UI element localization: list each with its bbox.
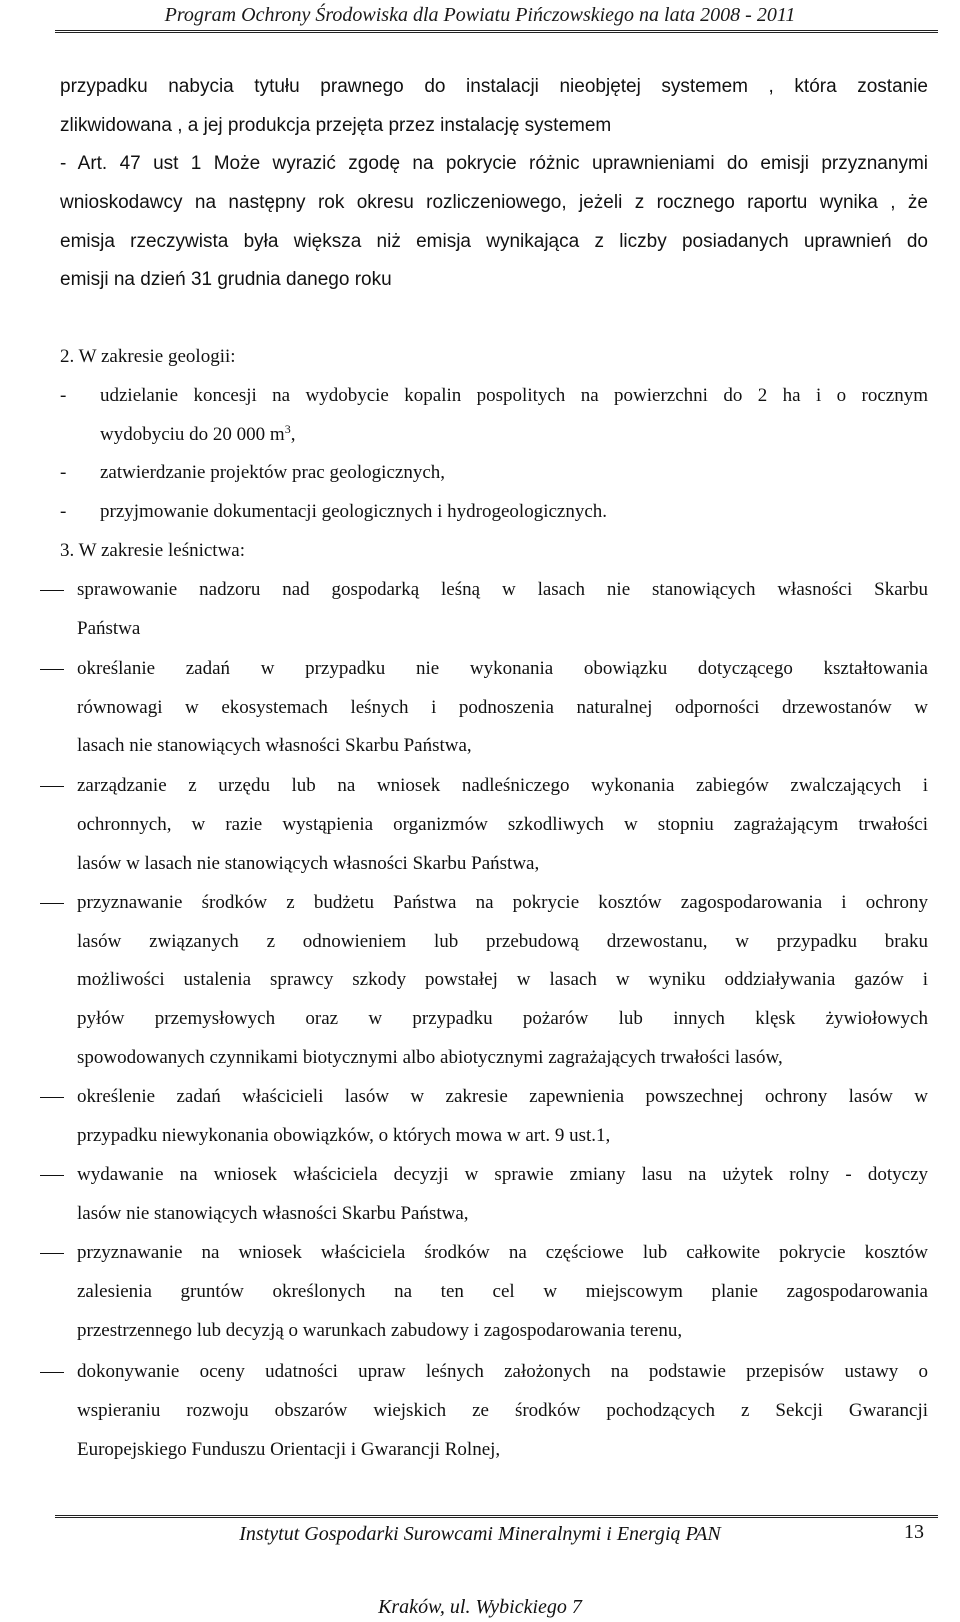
em-dash-bullet — [40, 1097, 64, 1098]
header-title: Program Ochrony Środowiska dla Powiatu Pińczowskiego na lata 2008 - 2011 — [164, 4, 796, 26]
intro-line: wnioskodawcy na następny rok okresu rozliczeniowego, jeżeli z rocznego raportu wynika , że — [60, 192, 928, 213]
list-item-text: lasach nie stanowiących własności Skarbu Państwa, — [77, 735, 472, 756]
list-item-text: przyjmowanie dokumentacji geologicznych i hydrogeologicznych. — [100, 501, 608, 522]
list-item-text: zarządzanie z urzędu lub na wniosek nadleśniczego wykonania zabiegów zwalczających i — [77, 775, 928, 796]
list-item-text: ochronnych, w razie wystąpienia organizmów szkodliwych w stopniu zagrażającym trwałości — [77, 814, 928, 835]
list-item-text: wydawanie na wniosek właściciela decyzji w sprawie zmiany lasu na użytek rolny - dotyczy — [77, 1164, 928, 1185]
list-item-text: możliwości ustalenia sprawcy szkody powstałej w lasach w wyniku oddziaływania gazów i — [77, 969, 928, 990]
list-item-text: przyznawanie środków z budżetu Państwa na pokrycie kosztów zagospodarowania i ochrony — [77, 892, 928, 913]
dash-bullet: - — [60, 501, 67, 522]
list-item-text: lasów związanych z odnowieniem lub przebudową drzewostanu, w przypadku braku — [77, 931, 928, 952]
list-item-text: określanie zadań w przypadku nie wykonania obowiązku dotyczącego kształtowania — [77, 658, 928, 679]
list-item-text: sprawowanie nadzoru nad gospodarką leśną w lasach nie stanowiących własności Skarbu — [77, 579, 928, 600]
list-item-text: wydobyciu do 20 000 $m^3$, — [100, 422, 296, 445]
list-item-text: Państwa — [77, 618, 141, 639]
intro-line: emisja rzeczywista była większa niż emisja wynikająca z liczby posiadanych uprawnień do — [60, 231, 928, 252]
list-item-text: udzielanie koncesji na wydobycie kopalin pospolitych na powierzchni do 2 ha i o rocznym — [100, 385, 928, 406]
section-heading: 2. W zakresie geologii: — [60, 346, 236, 367]
list-item-text: dokonywanie oceny udatności upraw leśnych założonych na podstawie przepisów ustawy o — [77, 1361, 928, 1382]
dash-bullet: - — [60, 385, 67, 406]
list-item-text: przyznawanie na wniosek właściciela środków na częściowe lub całkowite pokrycie kosztów — [77, 1242, 928, 1263]
em-dash-bullet — [40, 669, 64, 670]
list-item-text: Europejskiego Funduszu Orientacji i Gwarancji Rolnej, — [77, 1439, 501, 1460]
page-header — [0, 0, 960, 30]
list-item-text: przypadku niewykonania obowiązków, o których mowa w art. 9 ust.1, — [77, 1125, 611, 1146]
footer-divider — [55, 1515, 938, 1518]
footer-institution: Instytut Gospodarki Surowcami Mineralnymi i Energią PAN — [239, 1523, 721, 1545]
list-item-text: pyłów przemysłowych oraz w przypadku pożarów lub innych klęsk żywiołowych — [77, 1008, 928, 1029]
list-item-text: wspieraniu rozwoju obszarów wiejskich ze środków pochodzących z Sekcji Gwarancji — [77, 1400, 928, 1421]
list-item-text: określenie zadań właścicieli lasów w zakresie zapewnienia powszechnej ochrony lasów w — [77, 1086, 928, 1107]
intro-line: przypadku nabycia tytułu prawnego do instalacji nieobjętej systemem , która zostanie — [60, 76, 928, 97]
list-item-text: spowodowanych czynnikami biotycznymi albo abiotycznymi zagrażających trwałości lasów, — [77, 1047, 783, 1068]
list-item-text: lasów w lasach nie stanowiących własności Skarbu Państwa, — [77, 853, 540, 874]
dash-bullet: - — [60, 462, 67, 483]
intro-line: zlikwidowana , a jej produkcja przejęta przez instalację systemem — [60, 115, 612, 136]
em-dash-bullet — [40, 1372, 64, 1373]
list-item-text: równowagi w ekosystemach leśnych i podnoszenia naturalnej odporności drzewostanów w — [77, 697, 928, 718]
header-divider — [55, 30, 938, 33]
page-number: 13 — [904, 1521, 924, 1543]
em-dash-bullet — [40, 590, 64, 591]
superscript: 3 — [284, 422, 291, 436]
list-item-text: lasów nie stanowiących własności Skarbu Państwa, — [77, 1203, 469, 1224]
intro-line: emisji na dzień 31 grudnia danego roku — [60, 269, 392, 290]
list-item-text: przestrzennego lub decyzją o warunkach zabudowy i zagospodarowania terenu, — [77, 1320, 683, 1341]
em-dash-bullet — [40, 903, 64, 904]
em-dash-bullet — [40, 1253, 64, 1254]
section-heading: 3. W zakresie leśnictwa: — [60, 540, 246, 561]
intro-line: - Art. 47 ust 1 Może wyrazić zgodę na pokrycie różnic uprawnieniami do emisji przyznanymi — [60, 153, 928, 174]
em-dash-bullet — [40, 1175, 64, 1176]
footer-address: Kraków, ul. Wybickiego 7 — [378, 1596, 582, 1618]
list-item-text: zatwierdzanie projektów prac geologicznych, — [100, 462, 446, 483]
em-dash-bullet — [40, 786, 64, 787]
list-item-text: zalesienia gruntów określonych na ten cel w miejscowym planie zagospodarowania — [77, 1281, 928, 1302]
